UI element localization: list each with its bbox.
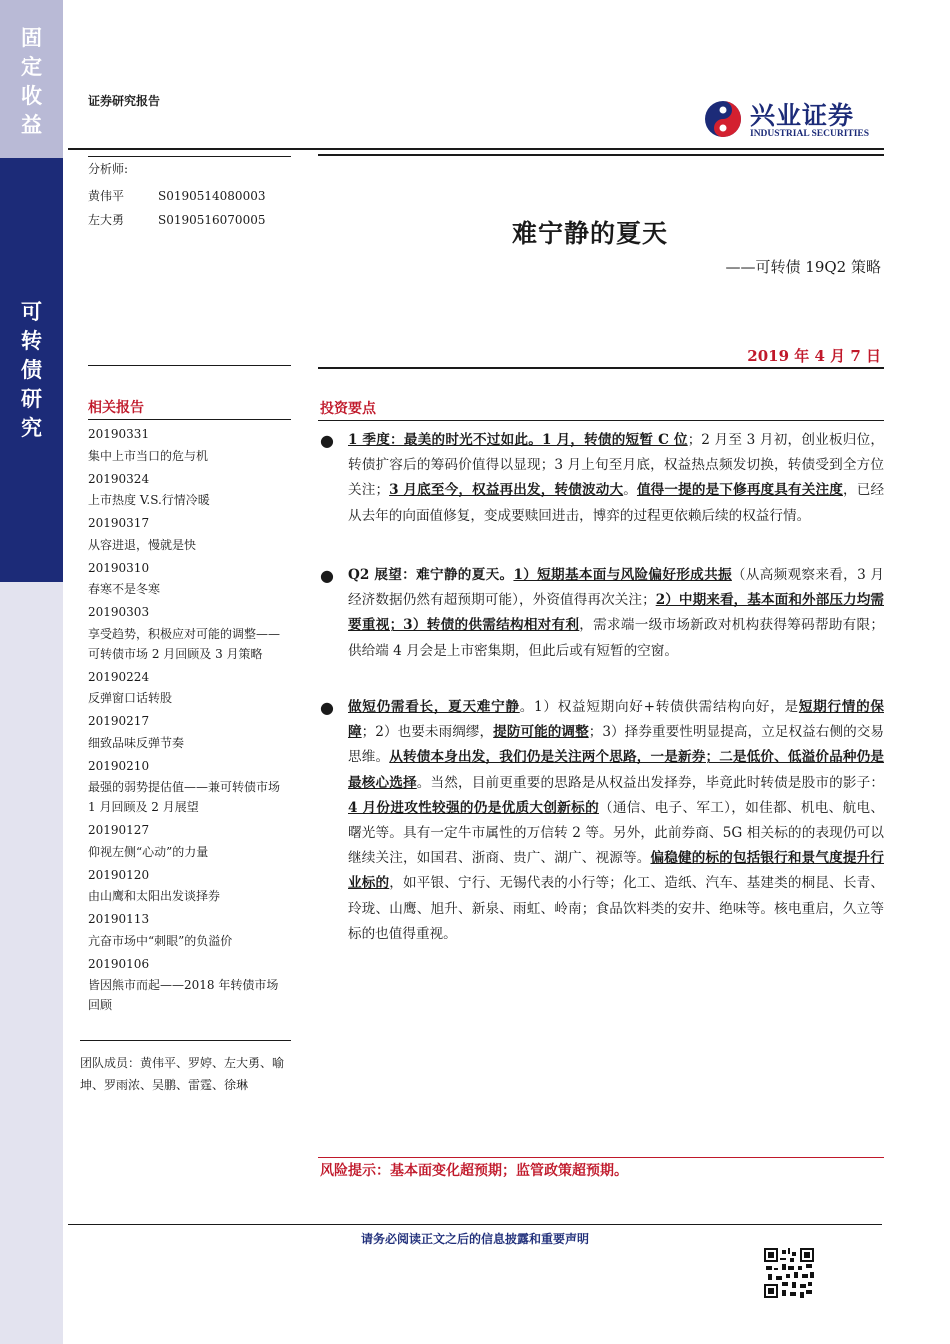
analyst-top-rule xyxy=(88,156,291,157)
related-date: 20190127 xyxy=(88,823,150,837)
risk-warning: 风险提示：基本面变化超预期；监管政策超预期。 xyxy=(320,1163,628,1179)
key-point-emphasis: 3 月底至今，权益再出发，转债波动大 xyxy=(389,482,624,499)
related-title: 最强的弱势提估值——兼可转债市场 1 月回顾及 2 月展望 xyxy=(88,780,281,814)
related-title: 从容进退，慢就是快 xyxy=(88,537,197,552)
key-point-emphasis: 做短仍需看长，夏天难宁静 xyxy=(348,699,520,715)
related-title: 由山鹰和太阳出发谈择券 xyxy=(88,889,221,903)
company-logo xyxy=(704,96,884,144)
list-item[interactable] xyxy=(88,468,288,511)
bullet-icon: ● xyxy=(320,431,334,450)
key-point-emphasis: 从转债本身出发，我们仍是关注两个思路，一是新券；二是低价、低溢价品种仍是最核心选择 xyxy=(348,749,885,791)
risk-rule xyxy=(318,1157,884,1158)
key-point-text xyxy=(348,428,884,529)
analyst-heading: 分析师: xyxy=(88,162,129,176)
sidebar-bottom-band xyxy=(0,582,63,1344)
related-date: 20190317 xyxy=(88,516,150,530)
disclaimer-link[interactable]: 请务必阅读正文之后的信息披露和重要声明 xyxy=(360,1232,589,1246)
key-point-segment: ，需求端一级市场新政对机构获得筹码帮助有限；供给端 4 月会是上市密集期，但此后或有短暂的空窗。 xyxy=(348,617,885,659)
key-point-segment: ，已经从去年的向面值修复，变成要赎回进击，博弈的过程更依赖后续的权益行情。 xyxy=(348,482,885,524)
related-title: 集中上市当口的危与机 xyxy=(88,448,209,463)
key-point-segment: 。 xyxy=(623,482,637,499)
report-date: 2019 年 4 月 7 日 xyxy=(747,347,881,365)
related-date: 20190324 xyxy=(88,471,150,486)
report-title: 难宁静的夏天 xyxy=(511,219,668,248)
analyst-license: S0190516070005 xyxy=(158,213,266,227)
related-title: 上市热度 V.S.行情冷暖 xyxy=(88,493,210,507)
key-point-segment: ；2 月至 3 月初，创业板归位，转债扩容后的筹码价值得以显现；3 月上旬至月底，权益热点频发切换，转债受到全方位关注； xyxy=(348,432,885,499)
key-point-1 xyxy=(320,428,884,529)
sidebar-category-label: 固 定 收 益 xyxy=(21,26,42,137)
title-top-rule xyxy=(318,154,884,156)
key-point-emphasis: 短期行情的保障 xyxy=(348,699,884,741)
key-point-emphasis: 偏稳健的标的包括银行和景气度提升行业标的 xyxy=(348,850,885,892)
key-point-segment: ，如平银、宁行、无锡代表的小行等；化工、造纸、汽车、基建类的桐昆、长青、玲珑、山鹰、旭升、新泉、雨虹、岭南；食品饮料类的安井、绝味等。核电重启，久立等标的也值得重视。 xyxy=(348,875,885,942)
list-item[interactable] xyxy=(88,953,288,1016)
related-title: 反弹窗口话转股 xyxy=(88,691,173,705)
list-item[interactable] xyxy=(88,601,288,664)
analyst-license: S0190514080003 xyxy=(158,189,266,203)
key-point-3 xyxy=(320,695,884,947)
key-point-emphasis: 1 季度：最美的时光不过如此。1 月，转债的短暂 C 位 xyxy=(348,432,688,448)
related-title: 亢奋市场中“刺眼”的负溢价 xyxy=(88,933,233,948)
bullet-icon: ● xyxy=(320,566,334,585)
related-reports-list xyxy=(88,423,288,1017)
key-points-rule xyxy=(318,420,884,421)
key-point-segment: ；3）择券重要性明显提高，立足权益右侧的交易思维。 xyxy=(348,724,884,766)
list-item[interactable] xyxy=(88,666,288,709)
list-item[interactable] xyxy=(88,864,288,907)
header-divider xyxy=(68,148,884,150)
related-title: 皆因熊市而起——2018 年转债市场回顾 xyxy=(88,978,279,1012)
related-title: 细致品味反弹节奏 xyxy=(88,735,185,750)
related-date: 20190224 xyxy=(88,669,150,684)
analyst-name: 黄伟平 xyxy=(88,189,125,203)
related-reports-heading: 相关报告 xyxy=(88,400,144,416)
analyst-name: 左大勇 xyxy=(88,213,125,227)
related-date: 20190331 xyxy=(88,427,150,441)
related-date: 20190113 xyxy=(88,912,150,926)
list-item[interactable] xyxy=(88,908,288,951)
key-point-segment: （从高频观察来看，3 月经济数据仍然有超预期可能），外资值得再次关注； xyxy=(348,567,884,609)
related-date: 20190106 xyxy=(88,956,150,971)
logo-chinese-name: 兴业证券 xyxy=(750,101,855,130)
footer-rule xyxy=(68,1224,882,1225)
logo-english-name: INDUSTRIAL SECURITIES xyxy=(750,129,870,139)
list-item[interactable] xyxy=(88,710,288,753)
key-point-segment: 。当然，目前更重要的思路是从权益出发择券，毕竟此时转债是股市的影子： xyxy=(416,774,885,791)
key-point-emphasis: 值得一提的是下修再度具有关注度 xyxy=(636,482,843,499)
key-point-text xyxy=(348,695,884,947)
related-date: 20190310 xyxy=(88,560,150,575)
date-rule xyxy=(318,367,884,369)
logo-swirl-icon xyxy=(704,100,742,138)
related-title: 春寒不是冬寒 xyxy=(88,582,161,596)
related-date: 20190210 xyxy=(88,758,150,773)
key-point-segment: 。1）权益短期向好+转债供需结构向好，是 xyxy=(519,699,799,715)
key-point-2 xyxy=(320,563,884,664)
key-points-heading: 投资要点 xyxy=(320,401,376,417)
key-point-emphasis: 提防可能的调整 xyxy=(493,724,589,741)
report-subtitle: ——可转债 19Q2 策略 xyxy=(725,258,881,276)
related-date: 20190217 xyxy=(88,714,150,728)
related-title: 仰视左侧“心动”的力量 xyxy=(88,844,209,859)
list-item[interactable] xyxy=(88,557,288,600)
team-members: 团队成员：黄伟平、罗婷、左大勇、喻坤、罗雨浓、吴鹏、雷霆、徐琳 xyxy=(80,1056,285,1092)
related-heading-rule xyxy=(88,419,291,420)
list-item[interactable] xyxy=(88,423,288,466)
key-point-segment: （通信、电子、军工），如佳都、机电、航电、曙光等。具有一定牛市属性的万信转 2 等。另外，此前券商、5G 相关标的的表现仍可以继续关注，如国君、浙商、贵广、湖广、视源等。 xyxy=(348,799,884,867)
list-item[interactable] xyxy=(88,755,288,818)
list-item[interactable] xyxy=(88,819,288,862)
key-point-text xyxy=(348,563,884,664)
related-date: 20190303 xyxy=(88,605,150,619)
team-rule xyxy=(80,1040,291,1041)
analyst-row xyxy=(88,211,265,228)
bullet-icon: ● xyxy=(320,698,334,717)
sidebar-section-label: 可 转 债 研 究 xyxy=(21,300,42,440)
key-point-segment: ；2）也要未雨绸缪， xyxy=(361,724,494,741)
analyst-row xyxy=(88,187,265,204)
related-date: 20190120 xyxy=(88,867,150,882)
qr-code-icon xyxy=(764,1248,814,1298)
key-point-emphasis: 1）短期基本面与风险偏好形成共振 xyxy=(513,567,732,583)
key-point-emphasis: 4 月份进攻性较强的仍是优质大创新标的 xyxy=(348,799,599,816)
key-point-emphasis: Q2 展望：难宁静的夏天。 xyxy=(348,567,514,583)
list-item[interactable] xyxy=(88,512,288,555)
key-point-emphasis: 2）中期来看，基本面和外部压力均需要重视；3）转债的供需结构相对有利 xyxy=(348,592,884,634)
report-type: 证券研究报告 xyxy=(88,94,161,108)
related-top-rule xyxy=(88,365,291,366)
related-title: 享受趋势，积极应对可能的调整——可转债市场 2 月回顾及 3 月策略 xyxy=(88,626,281,661)
